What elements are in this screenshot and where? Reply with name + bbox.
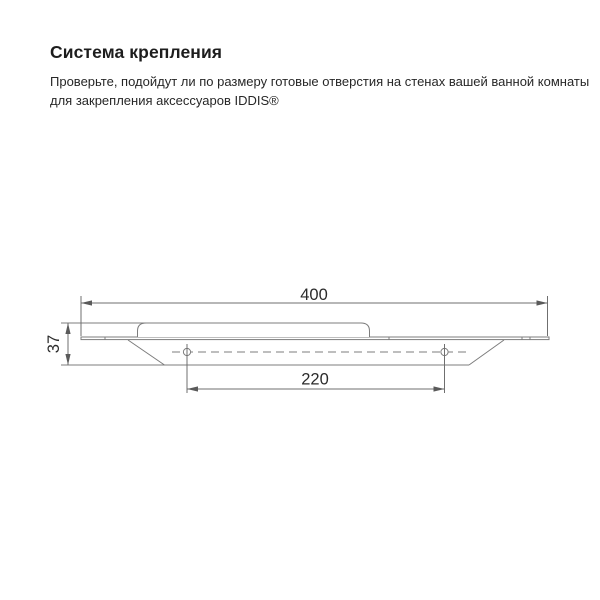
mounting-rail (138, 323, 370, 337)
dimension-profile-height (45, 323, 71, 365)
description-line-1: Проверьте, подойдут ли по размеру готовые отверстия на стенах вашей ванной комнаты (50, 74, 590, 89)
dim220-label: 220 (301, 370, 329, 389)
description-line-2: для закрепления аксессуаров IDDIS® (50, 93, 279, 108)
dim220-arrow-right (434, 386, 445, 391)
dimension-hole-spacing (187, 371, 445, 392)
dim400-label: 400 (300, 286, 328, 304)
dim37-label: 37 (45, 334, 63, 354)
bracket-left-slant (128, 340, 165, 365)
dim400-arrow-left (81, 300, 92, 305)
dim220-arrow-left (187, 386, 198, 391)
dim37-arrow-top (65, 323, 70, 334)
shelf-plate (81, 337, 549, 340)
bracket-right-slant (469, 340, 504, 365)
page-title: Система крепления (50, 42, 223, 62)
dim37-arrow-bottom (65, 354, 70, 365)
shelf-plate-outline (81, 337, 549, 340)
dim400-arrow-right (537, 300, 548, 305)
